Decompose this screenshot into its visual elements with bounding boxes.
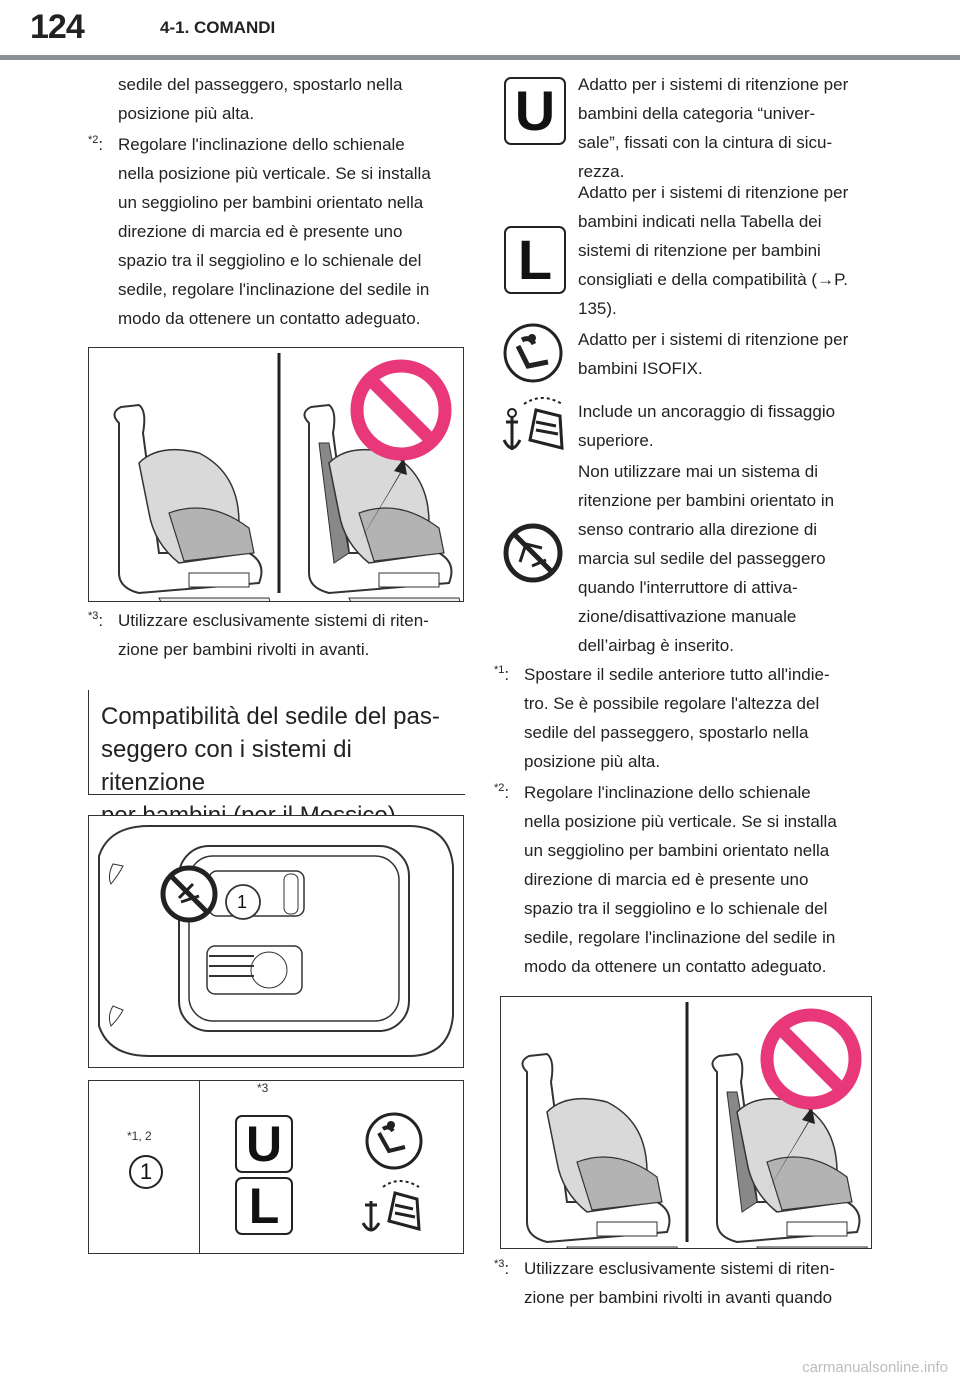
seat-recline-figure bbox=[88, 347, 464, 602]
u-category-icon: U bbox=[235, 1115, 293, 1173]
right-note-3: $^{*3}$: Utilizzare esclusivamente sistemi di riten- zione per bambini rivolti in avanti quando bbox=[494, 1258, 835, 1307]
l-icon: L bbox=[504, 226, 566, 294]
u-description: Adatto per i sistemi di ritenzione per bambini della categoria “univer- sale”, fissati con la cintura di sicu- rezza. bbox=[578, 75, 849, 181]
seat-illustration bbox=[89, 348, 463, 601]
prohibition-icon bbox=[357, 366, 445, 454]
seat-number-circle: 1 bbox=[129, 1155, 163, 1189]
compatibility-table bbox=[88, 1080, 464, 1254]
isofix-seat-icon bbox=[502, 322, 564, 384]
isofix-description: Adatto per i sistemi di ritenzione per bambini ISOFIX. bbox=[578, 330, 849, 378]
seat-illustration-2 bbox=[501, 997, 871, 1248]
right-note-1: $^{*1}$: Spostare il sedile anteriore tutto all'indie- tro. Se è possibile regolare l'altezza del sedile del passeggero, spostarlo nella posizione più alta. bbox=[494, 664, 830, 771]
anchor-icon bbox=[363, 1181, 419, 1231]
page-number: 124 bbox=[30, 8, 84, 46]
no-rear-facing-description: Non utilizzare mai un sistema di ritenzione per bambini orientato in senso contrario alla direzione di marcia sul sedile del passeggero quando l'interruttore di attiva- zione/disattivazione manuale dell’airbag è inserito. bbox=[578, 462, 835, 655]
watermark: carmanualsonline.info bbox=[802, 1359, 948, 1376]
header-rule bbox=[0, 55, 960, 60]
seat-recline-figure-2 bbox=[500, 996, 872, 1249]
table-col1-mark: *1, 2 bbox=[127, 1129, 152, 1143]
u-icon: U bbox=[504, 77, 566, 145]
l-description: Adatto per i sistemi di ritenzione per bambini indicati nella Tabella dei sistemi di ritenzione per bambini consigliati e della compatibilità (→P. 135). bbox=[578, 183, 849, 318]
left-note-2: $^{*2}$: Regolare l'inclinazione dello schienale nella posizione più verticale. Se si installa un seggiolino per bambini orientato nella direzione di marcia ed è presente uno spazio tra il seggiolino e lo schienale del sedile, regolare l'inclinazione del sedile in modo da ottenere un contatto adeguato. bbox=[88, 134, 431, 328]
seat-position-label: 1 bbox=[236, 892, 247, 912]
left-note-3: $^{*3}$: Utilizzare esclusivamente sistemi di riten- zione per bambini rivolti in avanti. bbox=[88, 610, 429, 659]
car-illustration bbox=[89, 816, 463, 1067]
no-rear-facing-icon bbox=[502, 522, 564, 584]
isofix-icon bbox=[359, 1111, 429, 1251]
prohibition-icon-2 bbox=[767, 1015, 855, 1103]
l-category-icon: L bbox=[235, 1177, 293, 1235]
section-title: 4-1. COMANDI bbox=[160, 18, 276, 37]
right-note-2: $^{*2}$: Regolare l'inclinazione dello schienale nella posizione più verticale. Se si installa un seggiolino per bambini orientato nella direzione di marcia ed è presente uno spazio tra il seggiolino e lo schienale del sedile, regolare l'inclinazione del sedile in modo da ottenere un contatto adeguato. bbox=[494, 782, 837, 976]
car-topview-figure bbox=[88, 815, 464, 1068]
top-tether-anchor-icon bbox=[500, 396, 570, 460]
left-continuation: sedile del passeggero, spostarlo nella posizione più alta. bbox=[118, 75, 403, 123]
section-heading: Compatibilità del sedile del pas- seggero con i sistemi di ritenzione bbox=[88, 690, 465, 795]
table-col2-mark: *3 bbox=[257, 1081, 269, 1095]
anchor-description: Include un ancoraggio di fissaggio superiore. bbox=[578, 402, 836, 450]
